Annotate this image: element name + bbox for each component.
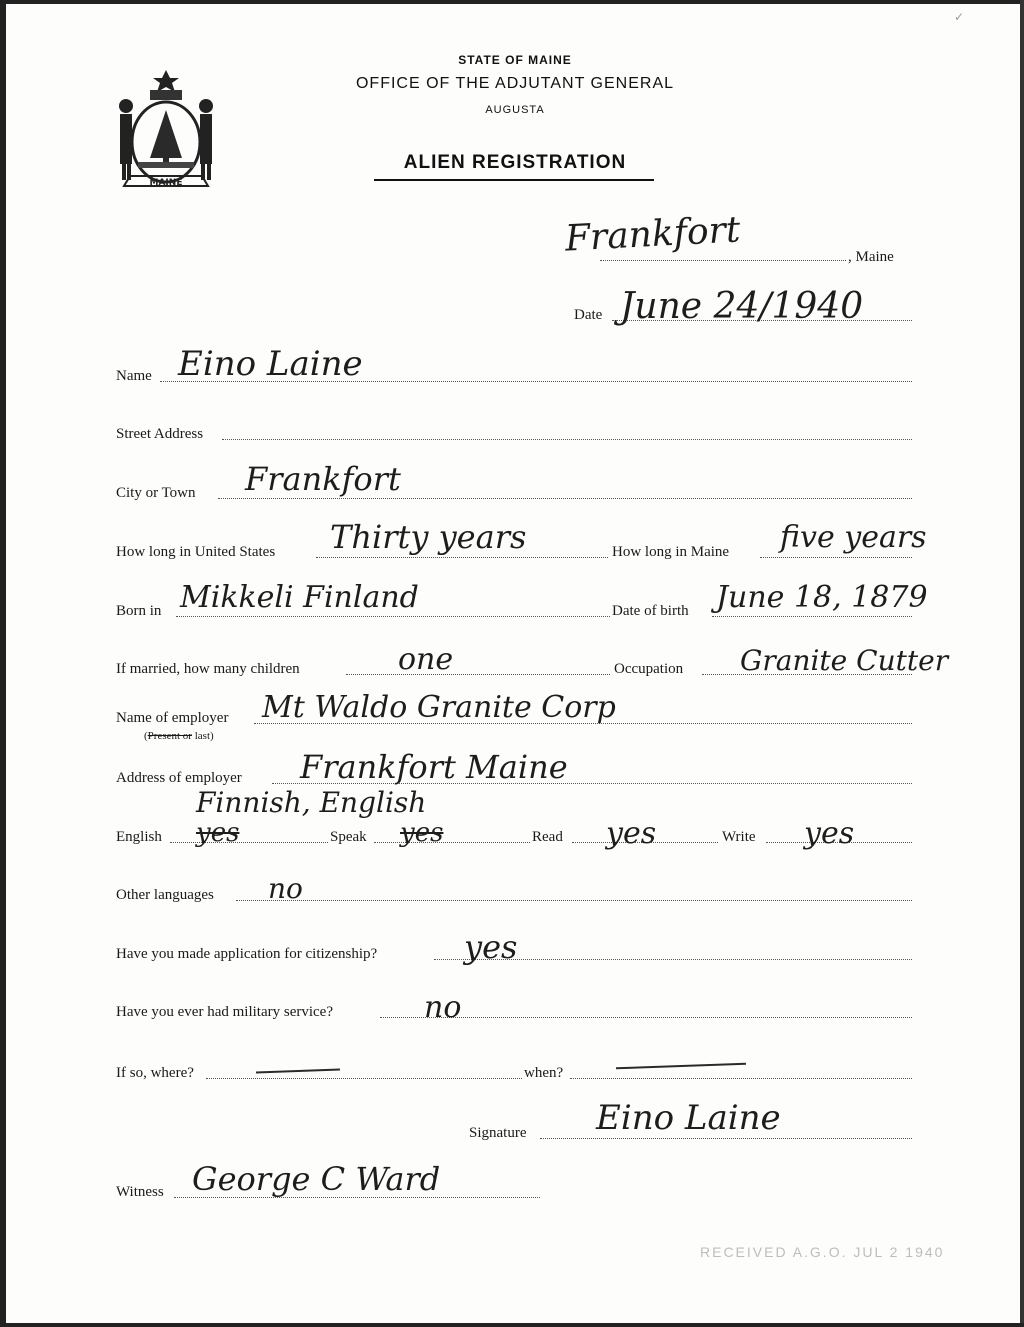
city-value: Frankfort xyxy=(245,460,401,498)
date-of-birth-line xyxy=(712,616,912,617)
citizenship-label: Have you made application for citizenship? xyxy=(116,946,378,962)
place-value: Frankfort xyxy=(564,209,742,260)
children-label: If married, how many children xyxy=(116,661,300,677)
witness-value: George C Ward xyxy=(192,1160,441,1198)
employer-value: Mt Waldo Granite Corp xyxy=(262,690,616,725)
when-line xyxy=(570,1078,912,1079)
witness-label: Witness xyxy=(116,1184,164,1200)
scan-border-left xyxy=(0,0,6,1327)
where-dash xyxy=(256,1069,340,1074)
employer-address-value: Frankfort Maine xyxy=(300,748,568,786)
form-title: ALIEN REGISTRATION xyxy=(403,152,627,173)
born-in-label: Born in xyxy=(116,603,162,619)
occupation-label: Occupation xyxy=(614,661,684,677)
maine-state-seal-icon xyxy=(112,66,220,194)
children-value: one xyxy=(398,642,454,677)
english-label: English xyxy=(116,829,162,845)
date-label: Date xyxy=(574,307,603,323)
svg-text:MAINE: MAINE xyxy=(149,178,183,188)
name-value: Eino Laine xyxy=(178,344,363,384)
check-mark-icon: ✓ xyxy=(954,10,965,24)
employer-sublabel-struck: Present or xyxy=(147,730,192,742)
citizenship-value: yes xyxy=(464,928,518,966)
city-line xyxy=(218,498,912,499)
write-label: Write xyxy=(722,829,756,845)
read-label: Read xyxy=(532,829,563,845)
how-long-us-value: Thirty years xyxy=(330,518,527,556)
english-value: yes xyxy=(196,818,240,848)
when-dash xyxy=(616,1063,746,1070)
date-value: June 24/1940 xyxy=(620,286,864,327)
city-label: City or Town xyxy=(116,485,196,501)
street-line xyxy=(222,439,912,440)
children-line xyxy=(346,674,610,675)
other-languages-label: Other languages xyxy=(116,887,214,903)
how-long-maine-label: How long in Maine xyxy=(612,544,730,560)
read-value: yes xyxy=(606,816,657,851)
where-line xyxy=(206,1078,522,1079)
state-heading: STATE OF MAINE xyxy=(458,53,572,67)
maine-label: , Maine xyxy=(848,249,894,265)
scan-border-right xyxy=(1020,0,1024,1327)
where-label: If so, where? xyxy=(116,1065,194,1081)
born-in-line xyxy=(176,616,610,617)
other-languages-line xyxy=(236,900,912,901)
employer-label: Name of employer xyxy=(116,710,229,726)
english-line xyxy=(170,842,328,843)
place-line xyxy=(600,260,846,261)
english-languages-value: Finnish, English xyxy=(196,786,427,819)
born-in-value: Mikkeli Finland xyxy=(180,580,419,615)
employer-address-label: Address of employer xyxy=(116,770,242,786)
other-languages-value: no xyxy=(268,872,303,905)
how-long-us-line xyxy=(316,557,608,558)
date-of-birth-value: June 18, 1879 xyxy=(716,580,928,615)
speak-line xyxy=(374,842,530,843)
occupation-value: Granite Cutter xyxy=(740,644,949,677)
city-heading: AUGUSTA xyxy=(485,104,545,116)
when-label: when? xyxy=(524,1065,564,1081)
speak-value: yes xyxy=(400,818,444,848)
scan-border-bottom xyxy=(0,1323,1024,1327)
received-stamp: RECEIVED A.G.O. JUL 2 1940 xyxy=(700,1244,945,1260)
how-long-maine-line xyxy=(760,557,912,558)
military-label: Have you ever had military service? xyxy=(116,1004,333,1020)
title-underline xyxy=(374,179,654,181)
employer-sublabel-last: last) xyxy=(194,730,214,742)
office-heading: OFFICE OF THE ADJUTANT GENERAL xyxy=(355,75,675,92)
employer-sublabel: (Present or last) xyxy=(144,730,214,742)
scan-border-top xyxy=(0,0,1024,4)
date-of-birth-label: Date of birth xyxy=(612,603,689,619)
military-value: no xyxy=(424,990,462,1025)
how-long-maine-value: five years xyxy=(780,520,927,555)
street-label: Street Address xyxy=(116,426,204,442)
signature-line xyxy=(540,1138,912,1139)
how-long-us-label: How long in United States xyxy=(116,544,276,560)
name-label: Name xyxy=(116,368,152,384)
signature-value: Eino Laine xyxy=(596,1098,781,1138)
signature-label: Signature xyxy=(469,1125,527,1141)
speak-label: Speak xyxy=(330,829,367,845)
write-value: yes xyxy=(804,816,855,851)
